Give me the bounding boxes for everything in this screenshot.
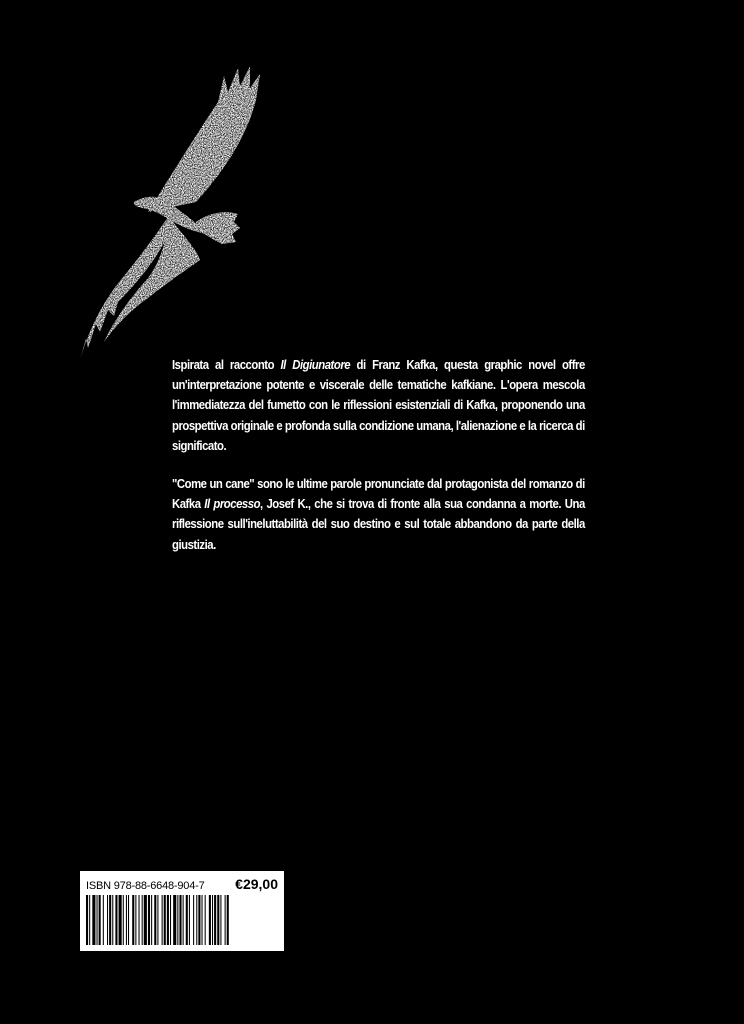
blurb-paragraph-1: Ispirata al racconto Il Digiunatore di Franz Kafka, questa graphic novel offre un'interpretazione potente e viscerale delle tematiche kafkiane. L'opera mescola l'immediatezza del fumetto con le riflessioni esistenziali di Kafka, proponendo una prospettiva originale e profonda sulla condizione umana, l'alienazione e la ricerca di significato. [172,357,585,453]
book-title-digiunatore: Il Digiunatore [280,357,351,372]
isbn-row [86,876,278,894]
barcode-icon [86,895,278,945]
barcode-label [80,871,284,951]
isbn-number: ISBN 978-88-6648-904-7 [86,880,205,892]
price: €29,00 [235,876,278,892]
blurb-text [172,355,585,555]
blurb-paragraph-2: "Come un cane" sono le ultime parole pronunciate dal protagonista del romanzo di Kafka Il processo, Josef K., che si trova di fronte alla sua condanna a morte. Una riflessione sull'ineluttabilità del suo destino e sul totale abbandono da parte della giustizia. [172,476,585,552]
book-title-processo: Il processo [204,496,261,512]
eagle-silhouette-icon [78,62,268,362]
